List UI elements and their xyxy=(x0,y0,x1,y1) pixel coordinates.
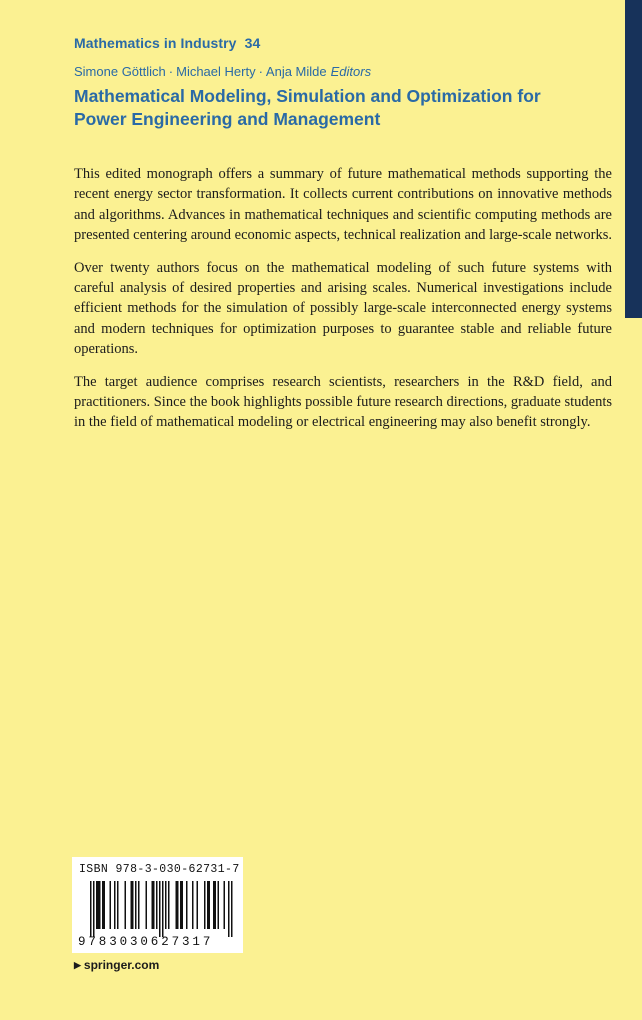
barcode-bar xyxy=(93,881,95,937)
barcode-bar xyxy=(159,881,161,937)
barcode-bar xyxy=(218,881,220,929)
barcode-bar xyxy=(207,881,209,929)
barcode-bar xyxy=(182,881,184,929)
barcode-bar xyxy=(156,881,158,929)
barcode-bar xyxy=(186,881,188,929)
barcode-bar xyxy=(228,881,230,937)
barcode-bar xyxy=(96,881,98,929)
ean-digits: 9783030627317 xyxy=(78,935,214,949)
barcode-bar xyxy=(99,881,101,929)
publisher-link[interactable] xyxy=(74,958,159,972)
barcode-bar xyxy=(90,881,92,937)
barcode-bar xyxy=(117,881,119,929)
barcode-bar xyxy=(224,881,226,929)
isbn-barcode xyxy=(72,857,243,953)
blurb-paragraph: Over twenty authors focus on the mathematical modeling of such future systems with careful analysis of desired properties and arising scales. Numerical investigations include efficient methods for the simulation of possibly large-scale interconnected energy systems and modern techniques for optimization purposes to guarantee stable and reliable future operations. xyxy=(74,259,612,358)
barcode-bar xyxy=(204,881,206,929)
series-name: Mathematics in Industry xyxy=(74,35,237,51)
barcode-bar xyxy=(98,881,100,929)
barcode-bar xyxy=(146,881,148,929)
barcode-bar xyxy=(197,881,199,929)
editors-line xyxy=(74,64,371,79)
barcode-bar xyxy=(135,881,137,929)
editor-separator: · xyxy=(258,64,263,79)
series-number: 34 xyxy=(244,35,261,51)
barcode-bar xyxy=(138,881,140,929)
editor-name: Michael Herty xyxy=(176,64,256,79)
barcode-bar xyxy=(192,881,194,929)
barcode-bars xyxy=(72,879,243,937)
barcode-bar xyxy=(177,881,179,929)
barcode-bar xyxy=(131,881,133,929)
barcode-bar xyxy=(132,881,134,929)
barcode-bar xyxy=(213,881,215,929)
barcode-bar xyxy=(102,881,104,929)
barcode-bar xyxy=(168,881,170,929)
barcode-bar xyxy=(152,881,154,929)
spine-color-bar xyxy=(625,0,642,318)
editor-name: Simone Göttlich xyxy=(74,64,166,79)
barcode-bar xyxy=(231,881,233,937)
barcode-bar xyxy=(125,881,127,929)
blurb-paragraph: The target audience comprises research scientists, researchers in the R&D field, and practitioners. Since the book highlights possible future research directions, graduate students in the field of mathematical modeling or electrical engineering may also benefit strongly. xyxy=(74,373,612,431)
book-title: Mathematical Modeling, Simulation and Optimization for Power Engineering and Management xyxy=(74,86,541,129)
barcode-bar xyxy=(104,881,106,929)
barcode-bar xyxy=(180,881,182,929)
barcode-bar xyxy=(209,881,211,929)
barcode-bar xyxy=(114,881,116,929)
editors-role: Editors xyxy=(330,64,372,79)
barcode-bar xyxy=(176,881,178,929)
blurb xyxy=(74,164,612,445)
barcode-bar xyxy=(215,881,217,929)
barcode-bar xyxy=(165,881,167,929)
isbn-label: ISBN 978-3-030-62731-7 xyxy=(79,863,240,876)
barcode-bar xyxy=(162,881,164,937)
blurb-paragraph: This edited monograph offers a summary of future mathematical methods supporting the recent energy sector transformation. It collects current contributions on innovative methods and algorithms. Advances in mathematical techniques and scientific computing methods are presented centering around economic aspects, technical realization and large-scale networks. xyxy=(74,166,613,244)
series-line xyxy=(74,35,260,51)
editor-name: Anja Milde xyxy=(265,64,327,79)
barcode-bar xyxy=(153,881,155,929)
editor-separator: · xyxy=(168,64,174,79)
arrow-icon: ▶ xyxy=(74,960,81,970)
barcode-bar xyxy=(110,881,112,929)
publisher-link-text: springer.com xyxy=(83,958,160,972)
